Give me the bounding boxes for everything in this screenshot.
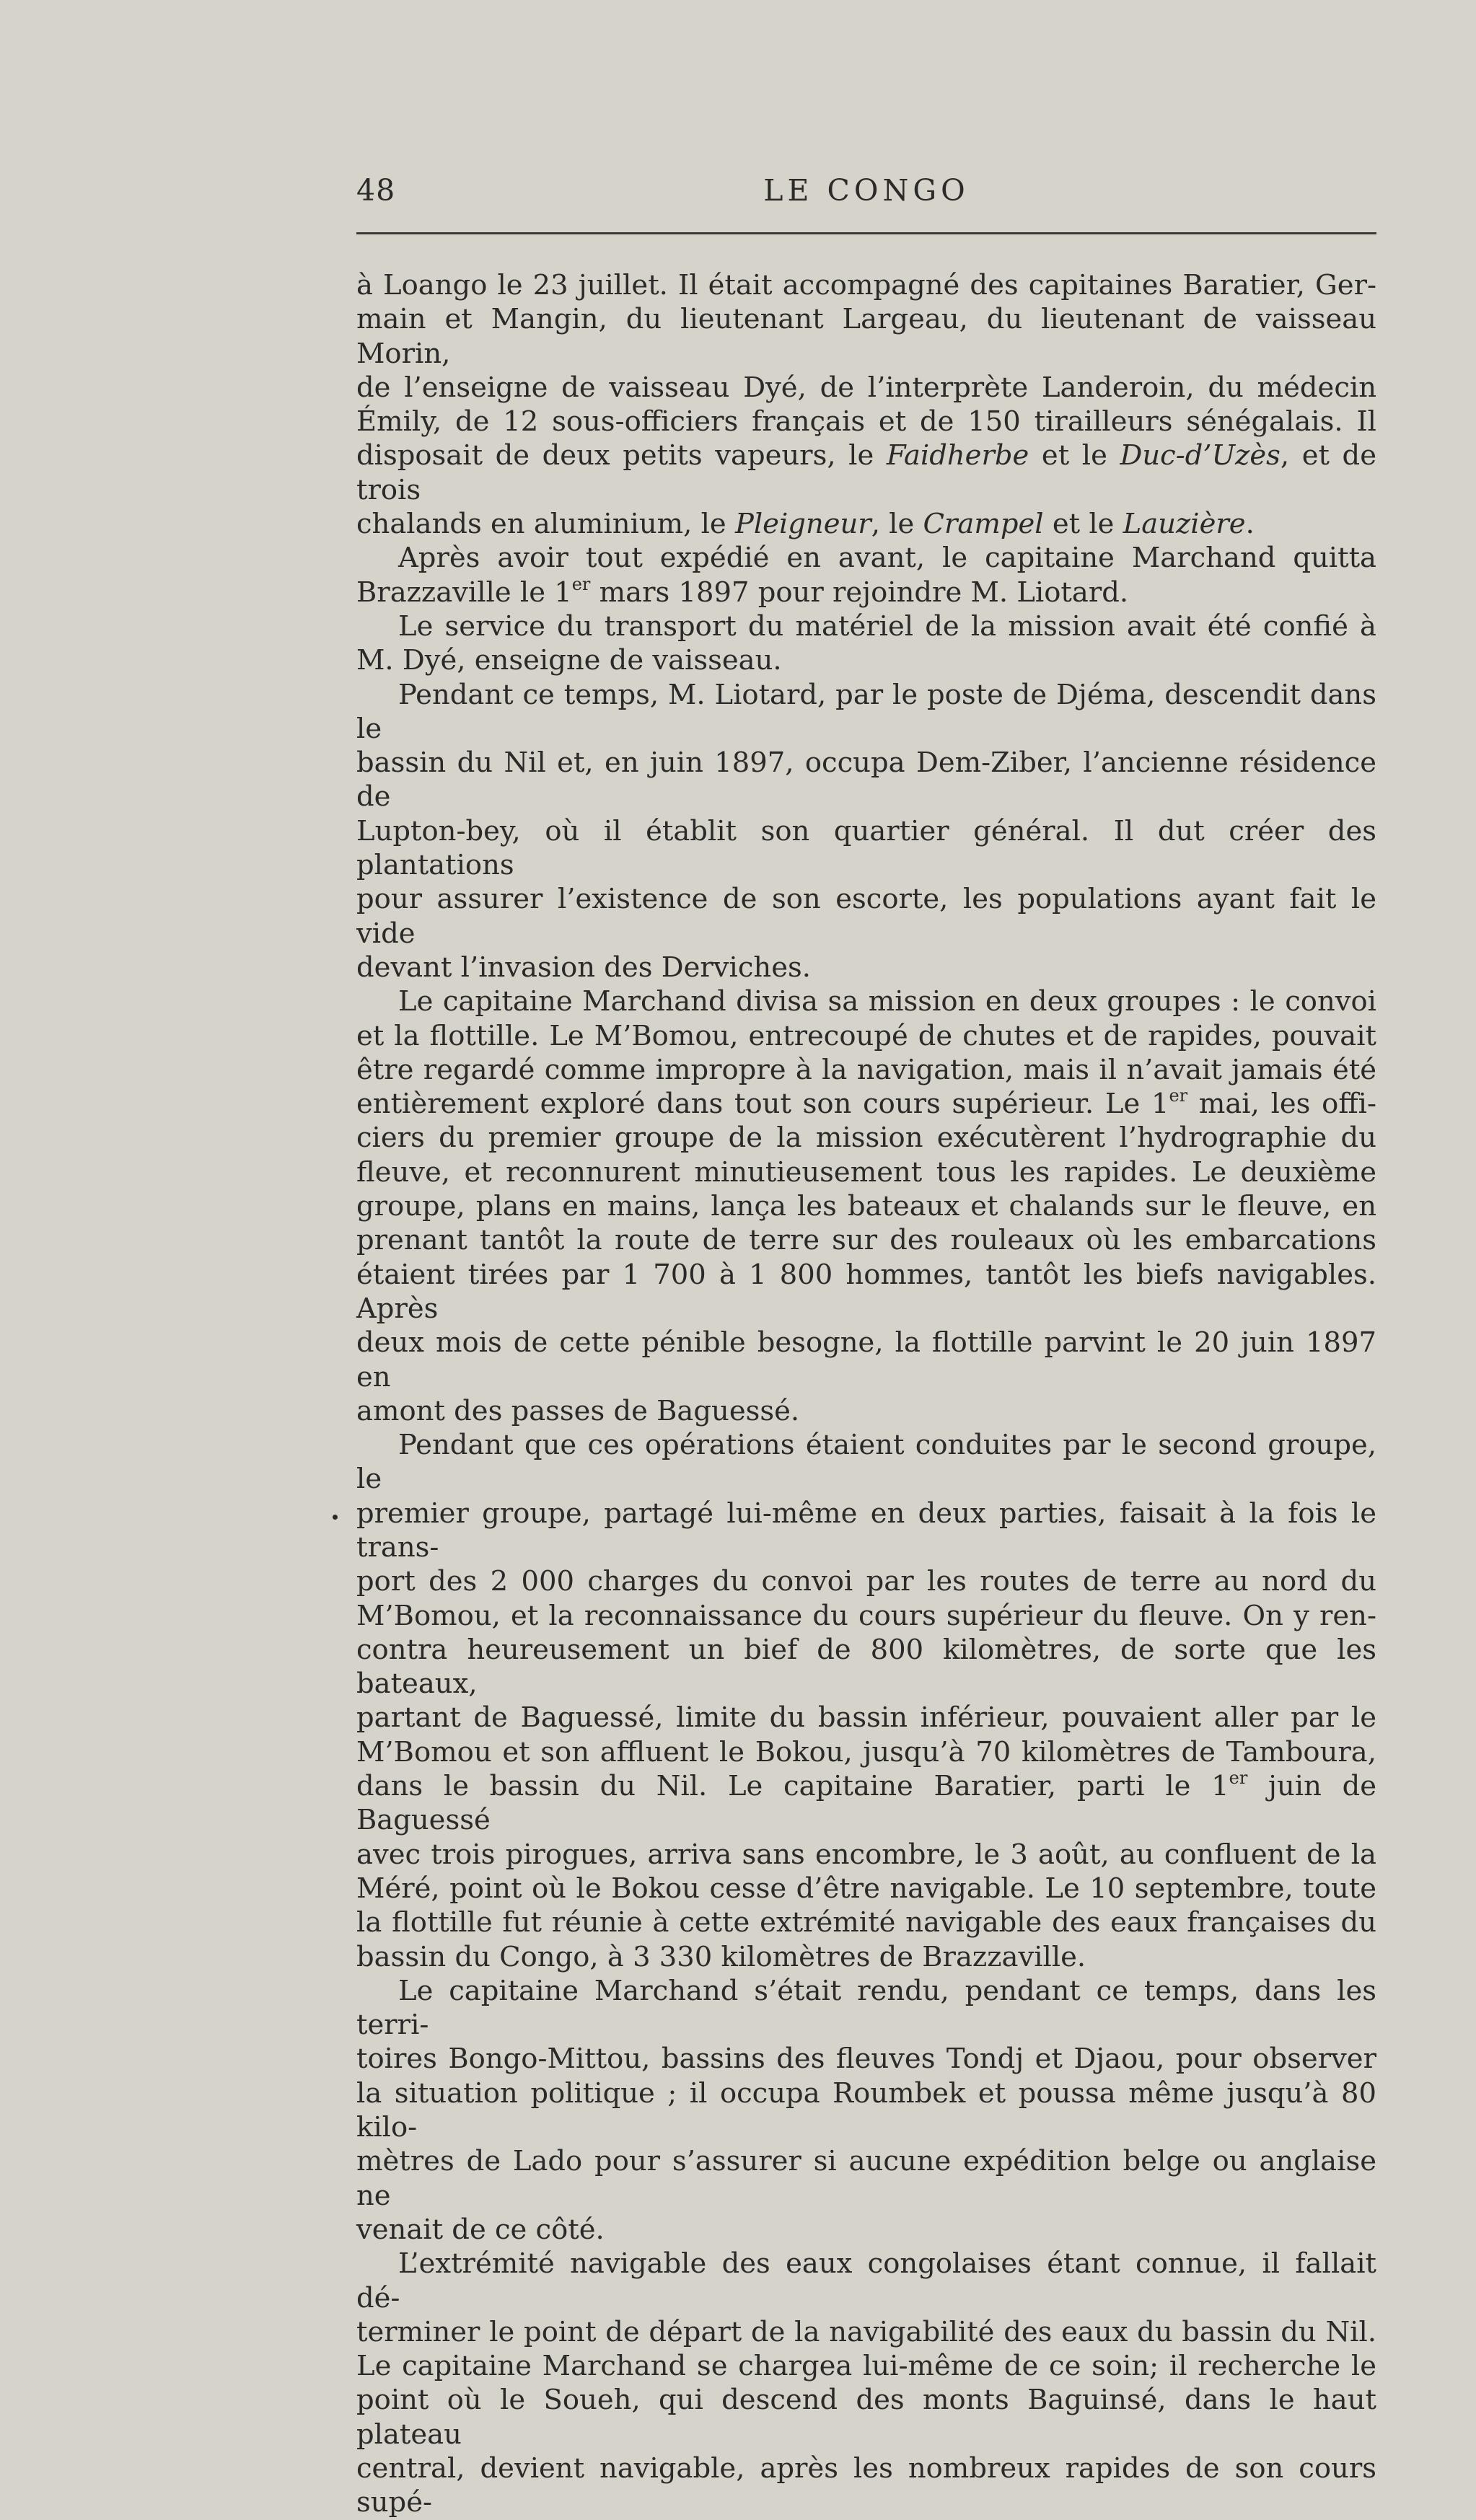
text-line bbox=[356, 1769, 1376, 1838]
page-header bbox=[356, 167, 1376, 218]
superscript: er bbox=[1169, 1085, 1188, 1106]
text-line: M. Dyé, enseigne de vaisseau. bbox=[356, 644, 782, 677]
text-line: la flottille fut réunie à cette extrémité navigable des eaux françaises du bbox=[356, 1906, 1376, 1939]
text-line bbox=[356, 439, 1376, 507]
text-line: être regardé comme impropre à la navigation, mais il n’avait jamais été bbox=[356, 1053, 1376, 1086]
text-line: terminer le point de départ de la navigabilité des eaux du bassin du Nil. bbox=[356, 2315, 1376, 2348]
text-line: et la flottille. Le M’Bomou, entrecoupé de chutes et de rapides, pouvait bbox=[356, 1019, 1376, 1052]
text-line: mètres de Lado pour s’assurer si aucune expédition belge ou anglaise ne bbox=[356, 2145, 1376, 2212]
superscript: er bbox=[1229, 1768, 1248, 1789]
text-line: M’Bomou et son affluent le Bokou, jusqu’à 70 kilomètres de Tamboura, bbox=[356, 1735, 1376, 1768]
text-line: bassin du Congo, à 3 330 kilomètres de Brazzaville. bbox=[356, 1940, 1086, 1973]
vessel-name: Faidherbe bbox=[886, 439, 1029, 472]
text-line: point où le Soueh, qui descend des monts Baguinsé, dans le haut plateau bbox=[356, 2384, 1376, 2451]
text-line: la situation politique ; il occupa Roumbek et poussa même jusqu’à 80 kilo- bbox=[356, 2076, 1376, 2144]
text-line bbox=[356, 1087, 1376, 1121]
text-line: devant l’invasion des Derviches. bbox=[356, 951, 811, 984]
text-line: premier groupe, partagé lui-même en deux parties, faisait à la fois le trans- bbox=[356, 1497, 1376, 1564]
text-run: mai, les offi- bbox=[1187, 1088, 1376, 1121]
text-line: deux mois de cette pénible besogne, la flottille parvint le 20 juin 1897 en bbox=[356, 1326, 1376, 1393]
text-line: Le capitaine Marchand divisa sa mission en deux groupes : le convoi bbox=[398, 985, 1376, 1018]
text-run: , le bbox=[871, 508, 923, 541]
text-line: fleuve, et reconnurent minutieusement tous les rapides. Le deuxième bbox=[356, 1155, 1376, 1189]
text-run: juin de Baguessé bbox=[356, 1770, 1377, 1837]
text-line: contra heureusement un bief de 800 kilomètres, de sorte que les bateaux, bbox=[356, 1633, 1376, 1701]
text-line: main et Mangin, du lieutenant Largeau, du lieutenant de vaisseau Morin, bbox=[356, 303, 1376, 370]
text-line: Pendant ce temps, M. Liotard, par le poste de Djéma, descendit dans le bbox=[356, 678, 1376, 745]
text-run: , et de trois bbox=[356, 439, 1376, 506]
text-line: port des 2 000 charges du convoi par les routes de terre au nord du bbox=[356, 1565, 1376, 1598]
text-line: M’Bomou, et la reconnaissance du cours supérieur du fleuve. On y ren- bbox=[356, 1599, 1376, 1632]
text-run: et le bbox=[1029, 439, 1120, 472]
text-line: partant de Baguessé, limite du bassin inférieur, pouvaient aller par le bbox=[356, 1701, 1376, 1735]
vessel-name: Lauzière bbox=[1123, 508, 1246, 541]
text-run: et le bbox=[1043, 508, 1123, 541]
text-line: pour assurer l’existence de son escorte, les populations ayant fait le vide bbox=[356, 883, 1376, 950]
text-line: à Loango le 23 juillet. Il était accompagné des capitaines Baratier, Ger- bbox=[356, 269, 1376, 301]
text-line: amont des passes de Baguessé. bbox=[356, 1394, 800, 1427]
superscript: er bbox=[571, 573, 591, 594]
text-line: étaient tirées par 1 700 à 1 800 hommes, tantôt les biefs navigables. Après bbox=[356, 1258, 1376, 1325]
text-line: Lupton-bey, où il établit son quartier général. Il dut créer des plantations bbox=[356, 814, 1376, 882]
text-line: Le capitaine Marchand s’était rendu, pendant ce temps, dans les terri- bbox=[356, 1974, 1376, 2042]
text-line: prenant tantôt la route de terre sur des rouleaux où les embarcations bbox=[356, 1224, 1376, 1257]
vessel-name: Pleigneur bbox=[734, 508, 871, 541]
text-line bbox=[356, 507, 1376, 541]
text-line: bassin du Nil et, en juin 1897, occupa Dem-Ziber, l’ancienne résidence de bbox=[356, 746, 1376, 814]
text-line: L’extrémité navigable des eaux congolaises étant connue, il fallait dé- bbox=[356, 2247, 1376, 2314]
text-line: toires Bongo-Mittou, bassins des fleuves Tondj et Djaou, pour observer bbox=[356, 2043, 1376, 2076]
text-line: groupe, plans en mains, lança les bateaux et chalands sur le fleuve, en bbox=[356, 1190, 1376, 1223]
text-line: avec trois pirogues, arriva sans encombre, le 3 août, au confluent de la bbox=[356, 1838, 1376, 1871]
text-line: ciers du premier groupe de la mission exécutèrent l’hydrographie du bbox=[356, 1122, 1376, 1155]
text-line bbox=[356, 573, 1376, 609]
margin-mark bbox=[333, 1515, 338, 1520]
text-run: . bbox=[1245, 508, 1255, 541]
text-run: entièrement exploré dans tout son cours supérieur. Le 1 bbox=[356, 1088, 1169, 1121]
text-run: disposait de deux petits vapeurs, le bbox=[356, 439, 887, 472]
vessel-name: Crampel bbox=[923, 508, 1044, 541]
header-rule bbox=[356, 232, 1376, 234]
text-line: Le service du transport du matériel de la mission avait été confié à bbox=[398, 609, 1376, 643]
text-line: central, devient navigable, après les nombreux rapides de son cours supé- bbox=[356, 2452, 1376, 2519]
text-run: mars 1897 pour rejoindre M. Liotard. bbox=[590, 576, 1129, 609]
text-line: venait de ce côté. bbox=[356, 2213, 605, 2246]
text-line: de l’enseigne de vaisseau Dyé, de l’interprète Landeroin, du médecin bbox=[356, 371, 1376, 404]
text-line: Pendant que ces opérations étaient conduites par le second groupe, le bbox=[356, 1429, 1376, 1496]
page-number: 48 bbox=[356, 173, 396, 208]
text-run: Brazzaville le 1 bbox=[356, 576, 572, 609]
text-line: Le capitaine Marchand se chargea lui-même de ce soin; il recherche le bbox=[356, 2350, 1376, 2383]
text-run: dans le bassin du Nil. Le capitaine Baratier, parti le 1 bbox=[356, 1770, 1229, 1803]
text-line: Émily, de 12 sous-officiers français et de 150 tirailleurs sénégalais. Il bbox=[356, 405, 1376, 439]
text-line: Méré, point où le Bokou cesse d’être navigable. Le 10 septembre, toute bbox=[356, 1872, 1376, 1905]
running-title: LE CONGO bbox=[763, 173, 970, 208]
text-run: chalands en aluminium, le bbox=[356, 508, 735, 541]
vessel-name: Duc-d’Uzès bbox=[1120, 439, 1280, 472]
text-line: Après avoir tout expédié en avant, le capitaine Marchand quitta bbox=[398, 542, 1376, 575]
body-text bbox=[356, 268, 1376, 2520]
